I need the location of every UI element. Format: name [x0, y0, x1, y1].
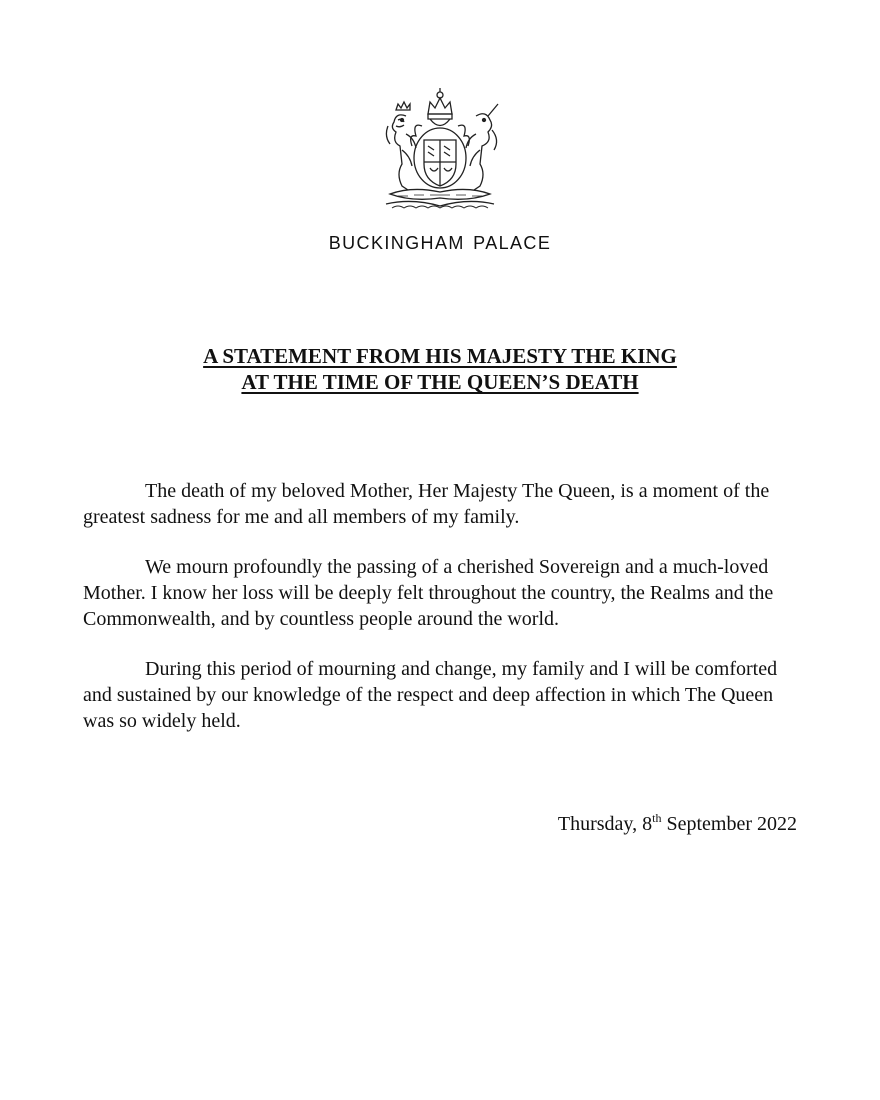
- statement-paragraph-1: The death of my beloved Mother, Her Majesty The Queen, is a moment of the greatest sadness for me and all members of my family.: [83, 480, 770, 528]
- letterhead-name: BUCKINGHAM PALACE: [328, 233, 552, 253]
- date-ordinal-suffix: th: [652, 811, 662, 825]
- title-line-2: AT THE TIME OF THE QUEEN’S DEATH: [241, 370, 639, 394]
- title-line-1: A STATEMENT FROM HIS MAJESTY THE KING: [203, 344, 677, 368]
- date-month-year: September 2022: [661, 813, 797, 835]
- statement-title: [0, 343, 880, 395]
- statement-date: [558, 811, 797, 837]
- date-weekday-day: Thursday, 8: [557, 813, 653, 835]
- statement-paragraph-3: During this period of mourning and change, my family and I will be comforted and sustained by our knowledge of the respect and deep affection in which The Queen was so widely held.: [83, 658, 778, 732]
- statement-paragraph-2: We mourn profoundly the passing of a cherished Sovereign and a much-loved Mother. I know her loss will be deeply felt throughout the country, the Realms and the Commonwealth, and by countless people around the world.: [83, 556, 774, 630]
- royal-coat-of-arms-icon: [372, 86, 508, 214]
